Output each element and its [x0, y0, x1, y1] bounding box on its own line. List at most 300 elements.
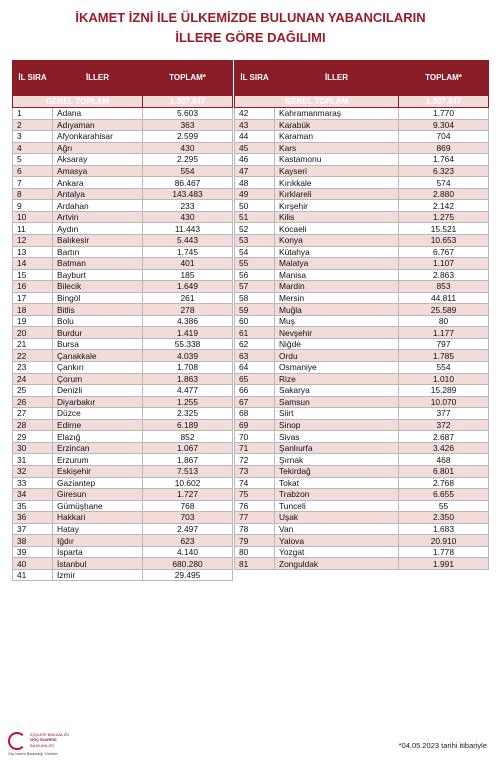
row-number: 57 — [235, 281, 275, 293]
province-name: Osmaniye — [275, 362, 399, 374]
province-name: Batman — [53, 258, 143, 270]
province-name: Şırnak — [275, 454, 399, 466]
row-number: 66 — [235, 385, 275, 397]
province-name: Artvin — [53, 211, 143, 223]
row-number: 43 — [235, 119, 275, 131]
row-number: 49 — [235, 188, 275, 200]
row-number: 64 — [235, 362, 275, 374]
row-number: 36 — [13, 512, 53, 524]
row-number: 77 — [235, 512, 275, 524]
table-row — [13, 523, 489, 535]
province-total: 6.655 — [399, 489, 489, 501]
province-name: Sakarya — [275, 385, 399, 397]
province-total: 1.708 — [143, 362, 233, 374]
province-name: Burdur — [53, 327, 143, 339]
province-total: 11.443 — [143, 223, 233, 235]
title-line-2: İLLERE GÖRE DAĞILIMI — [175, 30, 326, 45]
province-total: 2.863 — [399, 269, 489, 281]
province-name: Karabük — [275, 119, 399, 131]
header-no-right: İL SIRA — [235, 61, 275, 96]
province-total: 2.599 — [143, 131, 233, 143]
province-name: Manisa — [275, 269, 399, 281]
province-total: 869 — [399, 142, 489, 154]
table-row — [13, 431, 489, 443]
row-number: 1 — [13, 108, 53, 120]
province-total: 9.304 — [399, 119, 489, 131]
province-total: 363 — [143, 119, 233, 131]
row-number: 51 — [235, 211, 275, 223]
province-name: Balıkesir — [53, 235, 143, 247]
province-total: 3.426 — [399, 442, 489, 454]
table-row — [13, 177, 489, 189]
province-name: Iğdır — [53, 535, 143, 547]
row-number: 38 — [13, 535, 53, 547]
province-name: Muğla — [275, 304, 399, 316]
province-total: 5.603 — [143, 108, 233, 120]
province-name: Tunceli — [275, 500, 399, 512]
row-number: 60 — [235, 315, 275, 327]
province-name: Aydın — [53, 223, 143, 235]
table-row — [13, 408, 489, 420]
row-number: 70 — [235, 431, 275, 443]
province-name: Diyarbakır — [53, 396, 143, 408]
row-number: 9 — [13, 200, 53, 212]
province-total: 1.649 — [143, 281, 233, 293]
row-number: 81 — [235, 558, 275, 570]
row-number: 16 — [13, 281, 53, 293]
province-total: 2.325 — [143, 408, 233, 420]
province-total: 2.497 — [143, 523, 233, 535]
row-number: 2 — [13, 119, 53, 131]
province-name: Isparta — [53, 546, 143, 558]
province-total: 55 — [399, 500, 489, 512]
row-number: 21 — [13, 338, 53, 350]
province-total: 1.067 — [143, 442, 233, 454]
province-name: Konya — [275, 235, 399, 247]
row-number: 20 — [13, 327, 53, 339]
province-total: 261 — [143, 292, 233, 304]
row-number: 58 — [235, 292, 275, 304]
row-number: 35 — [13, 500, 53, 512]
footnote: *04.05.2023 tarihi itibariyle — [398, 741, 487, 750]
header-row — [13, 61, 489, 96]
row-number: 6 — [13, 165, 53, 177]
table-row — [13, 108, 489, 120]
province-total: 430 — [143, 211, 233, 223]
province-name: Kırşehir — [275, 200, 399, 212]
province-name: Van — [275, 523, 399, 535]
province-total: 554 — [399, 362, 489, 374]
province-total: 2.880 — [399, 188, 489, 200]
row-number: 47 — [235, 165, 275, 177]
province-total: 233 — [143, 200, 233, 212]
table-row — [13, 142, 489, 154]
province-name: Ağrı — [53, 142, 143, 154]
table-row — [13, 304, 489, 316]
province-total: 1.863 — [143, 373, 233, 385]
row-number: 32 — [13, 465, 53, 477]
page-title — [0, 8, 501, 48]
province-name: Gümüşhane — [53, 500, 143, 512]
province-name: Kayseri — [275, 165, 399, 177]
row-number: 65 — [235, 373, 275, 385]
province-name: Karaman — [275, 131, 399, 143]
row-number: 78 — [235, 523, 275, 535]
province-total: 1.867 — [143, 454, 233, 466]
province-total: 2.768 — [399, 477, 489, 489]
row-number: 25 — [13, 385, 53, 397]
row-number: 71 — [235, 442, 275, 454]
table-row — [13, 200, 489, 212]
table-row — [13, 569, 489, 581]
province-total: 2.687 — [399, 431, 489, 443]
province-name: Ardahan — [53, 200, 143, 212]
table-row — [13, 385, 489, 397]
province-total: 372 — [399, 419, 489, 431]
table-row — [13, 269, 489, 281]
logo-slogan: Göç İdaresi Başkanlığı Yönetimi — [8, 752, 58, 756]
row-number: 12 — [13, 235, 53, 247]
row-number: 27 — [13, 408, 53, 420]
province-name: Yalova — [275, 535, 399, 547]
table-row — [13, 350, 489, 362]
row-number: 42 — [235, 108, 275, 120]
province-total: 680.280 — [143, 558, 233, 570]
province-total: 15.521 — [399, 223, 489, 235]
province-total: 29.495 — [143, 569, 233, 581]
table-row — [13, 327, 489, 339]
province-name: Erzincan — [53, 442, 143, 454]
province-name: Niğde — [275, 338, 399, 350]
header-name-left: İLLER — [53, 61, 143, 96]
row-number: 54 — [235, 246, 275, 258]
province-total: 1.991 — [399, 558, 489, 570]
row-number: 28 — [13, 419, 53, 431]
row-number: 23 — [13, 362, 53, 374]
grand-total-label-left: GENEL TOPLAM — [13, 96, 143, 108]
province-name: Adıyaman — [53, 119, 143, 131]
province-total: 377 — [399, 408, 489, 420]
province-total: 4.477 — [143, 385, 233, 397]
province-name: Tokat — [275, 477, 399, 489]
table-row — [13, 338, 489, 350]
table-row — [13, 235, 489, 247]
table-row — [13, 315, 489, 327]
row-number: 13 — [13, 246, 53, 258]
province-name: Zonguldak — [275, 558, 399, 570]
table-row — [13, 442, 489, 454]
row-number: 53 — [235, 235, 275, 247]
province-name: Hakkari — [53, 512, 143, 524]
province-name: Bursa — [53, 338, 143, 350]
province-total: 1.745 — [143, 246, 233, 258]
row-number: 30 — [13, 442, 53, 454]
province-total: 401 — [143, 258, 233, 270]
row-number: 11 — [13, 223, 53, 235]
row-number: 50 — [235, 200, 275, 212]
province-total: 1.010 — [399, 373, 489, 385]
row-number: 14 — [13, 258, 53, 270]
table-row — [13, 258, 489, 270]
row-number: 56 — [235, 269, 275, 281]
row-number: 80 — [235, 546, 275, 558]
province-name: Afyonkarahisar — [53, 131, 143, 143]
row-number: 37 — [13, 523, 53, 535]
province-name: Trabzon — [275, 489, 399, 501]
province-name: İstanbul — [53, 558, 143, 570]
header-no-left: İL SIRA — [13, 61, 53, 96]
row-number: 24 — [13, 373, 53, 385]
row-number: 19 — [13, 315, 53, 327]
province-name: Düzce — [53, 408, 143, 420]
row-number: 68 — [235, 408, 275, 420]
table-row — [13, 500, 489, 512]
province-table — [12, 60, 489, 581]
row-number: 34 — [13, 489, 53, 501]
table-body — [13, 108, 489, 581]
row-number: 44 — [235, 131, 275, 143]
title-line-1: İKAMET İZNİ İLE ÜLKEMİZDE BULUNAN YABANCILARIN — [75, 10, 426, 25]
grand-total-label-right: GENEL TOPLAM — [235, 96, 399, 108]
logo-line-3: BAŞKANLIĞI — [30, 743, 54, 748]
header-name-right: İLLER — [275, 61, 399, 96]
province-total: 1.419 — [143, 327, 233, 339]
row-number: 45 — [235, 142, 275, 154]
province-name: Bartın — [53, 246, 143, 258]
province-name: Kastamonu — [275, 154, 399, 166]
row-number: 73 — [235, 465, 275, 477]
province-total: 44.811 — [399, 292, 489, 304]
province-name: Çorum — [53, 373, 143, 385]
province-name: Muş — [275, 315, 399, 327]
province-total: 4.386 — [143, 315, 233, 327]
table-row — [13, 131, 489, 143]
province-name: Kocaeli — [275, 223, 399, 235]
table-row — [13, 211, 489, 223]
row-number: 8 — [13, 188, 53, 200]
province-total: 20.910 — [399, 535, 489, 547]
province-total: 4.140 — [143, 546, 233, 558]
table-row — [13, 477, 489, 489]
grand-total-row — [13, 96, 489, 108]
table-row — [13, 373, 489, 385]
province-total: 430 — [143, 142, 233, 154]
province-name: Antalya — [53, 188, 143, 200]
row-number: 63 — [235, 350, 275, 362]
row-number: 76 — [235, 500, 275, 512]
province-total: 1.683 — [399, 523, 489, 535]
province-total: 86.467 — [143, 177, 233, 189]
province-name: Edirne — [53, 419, 143, 431]
province-total: 554 — [143, 165, 233, 177]
row-number: 3 — [13, 131, 53, 143]
province-total: 6.767 — [399, 246, 489, 258]
province-total: 7.513 — [143, 465, 233, 477]
province-total: 15.289 — [399, 385, 489, 397]
ministry-logo — [8, 730, 98, 758]
province-total: 853 — [399, 281, 489, 293]
province-name: Giresun — [53, 489, 143, 501]
province-name: Mersin — [275, 292, 399, 304]
table-row — [13, 188, 489, 200]
province-name: Eskişehir — [53, 465, 143, 477]
province-name: Nevşehir — [275, 327, 399, 339]
province-name: Bayburt — [53, 269, 143, 281]
province-name: Ordu — [275, 350, 399, 362]
row-number: 59 — [235, 304, 275, 316]
province-name: Erzurum — [53, 454, 143, 466]
province-name: Amasya — [53, 165, 143, 177]
province-name: Sivas — [275, 431, 399, 443]
province-name: Denizli — [53, 385, 143, 397]
province-name: Yozgat — [275, 546, 399, 558]
table-row — [13, 223, 489, 235]
logo-line-2: GÖÇ İDARESİ — [30, 737, 57, 742]
table-row — [13, 246, 489, 258]
row-number: 55 — [235, 258, 275, 270]
province-total: 704 — [399, 131, 489, 143]
row-number: 29 — [13, 431, 53, 443]
row-number: 22 — [13, 350, 53, 362]
table-row — [13, 154, 489, 166]
row-number: 74 — [235, 477, 275, 489]
province-total: 10.070 — [399, 396, 489, 408]
table-row — [13, 165, 489, 177]
province-total: 1.177 — [399, 327, 489, 339]
row-number: 15 — [13, 269, 53, 281]
province-name: Bolu — [53, 315, 143, 327]
header-total-left: TOPLAM* — [143, 61, 233, 96]
table-row — [13, 292, 489, 304]
grand-total-value-left: 1.307.847 — [143, 96, 233, 108]
table-row — [13, 558, 489, 570]
province-name: Kırklareli — [275, 188, 399, 200]
table-row — [13, 454, 489, 466]
table-row — [13, 281, 489, 293]
province-name: Kilis — [275, 211, 399, 223]
province-name: Bilecik — [53, 281, 143, 293]
province-name: Kütahya — [275, 246, 399, 258]
header-total-right: TOPLAM* — [399, 61, 489, 96]
row-number: 41 — [13, 569, 53, 581]
table-row — [13, 489, 489, 501]
province-total: 5.443 — [143, 235, 233, 247]
crescent-icon — [8, 732, 26, 750]
province-total: 1.770 — [399, 108, 489, 120]
province-name: Malatya — [275, 258, 399, 270]
row-number: 39 — [13, 546, 53, 558]
province-name: Kırıkkale — [275, 177, 399, 189]
province-total: 1.727 — [143, 489, 233, 501]
province-name: Ankara — [53, 177, 143, 189]
grand-total-value-right: 1.307.847 — [399, 96, 489, 108]
province-name: Uşak — [275, 512, 399, 524]
province-name: Kars — [275, 142, 399, 154]
row-number: 67 — [235, 396, 275, 408]
province-total: 80 — [399, 315, 489, 327]
province-total: 278 — [143, 304, 233, 316]
row-number: 7 — [13, 177, 53, 189]
province-name: Bingöl — [53, 292, 143, 304]
province-name: Elazığ — [53, 431, 143, 443]
province-total: 2.295 — [143, 154, 233, 166]
row-number: 79 — [235, 535, 275, 547]
province-total: 1.275 — [399, 211, 489, 223]
row-number: 26 — [13, 396, 53, 408]
table-row — [13, 465, 489, 477]
row-number: 33 — [13, 477, 53, 489]
province-total: 1.778 — [399, 546, 489, 558]
province-total: 1.785 — [399, 350, 489, 362]
row-number: 72 — [235, 454, 275, 466]
province-total: 574 — [399, 177, 489, 189]
province-total: 2.142 — [399, 200, 489, 212]
table-row — [13, 362, 489, 374]
province-total: 25.589 — [399, 304, 489, 316]
province-total: 10.602 — [143, 477, 233, 489]
province-name: İzmir — [53, 569, 143, 581]
table-row — [13, 512, 489, 524]
table-row — [13, 119, 489, 131]
province-total: 6.323 — [399, 165, 489, 177]
row-number: 4 — [13, 142, 53, 154]
row-number: 5 — [13, 154, 53, 166]
province-name: Çankırı — [53, 362, 143, 374]
table-row — [13, 419, 489, 431]
province-total: 797 — [399, 338, 489, 350]
province-total: 1.764 — [399, 154, 489, 166]
table-row — [13, 396, 489, 408]
row-number: 52 — [235, 223, 275, 235]
province-name: Siirt — [275, 408, 399, 420]
province-total: 185 — [143, 269, 233, 281]
row-number: 75 — [235, 489, 275, 501]
province-total: 6.801 — [399, 465, 489, 477]
row-number: 48 — [235, 177, 275, 189]
province-name: Kahramanmaraş — [275, 108, 399, 120]
province-name: Çanakkale — [53, 350, 143, 362]
province-total: 2.350 — [399, 512, 489, 524]
province-name: Bitlis — [53, 304, 143, 316]
row-number: 40 — [13, 558, 53, 570]
row-number: 61 — [235, 327, 275, 339]
province-name: Hatay — [53, 523, 143, 535]
province-total: 6.189 — [143, 419, 233, 431]
province-total: 852 — [143, 431, 233, 443]
row-number: 69 — [235, 419, 275, 431]
logo-line-1: İÇİŞLERİ BAKANLIĞI — [30, 732, 69, 737]
table-row — [13, 535, 489, 547]
row-number: 46 — [235, 154, 275, 166]
province-total: 623 — [143, 535, 233, 547]
province-total: 703 — [143, 512, 233, 524]
row-number: 31 — [13, 454, 53, 466]
province-total: 1.255 — [143, 396, 233, 408]
province-name: Tekirdağ — [275, 465, 399, 477]
row-number: 17 — [13, 292, 53, 304]
province-name: Adana — [53, 108, 143, 120]
province-name: Rize — [275, 373, 399, 385]
province-total: 1.107 — [399, 258, 489, 270]
province-name: Mardin — [275, 281, 399, 293]
table-row — [13, 546, 489, 558]
province-name: Aksaray — [53, 154, 143, 166]
province-total: 143.483 — [143, 188, 233, 200]
province-name: Şanlıurfa — [275, 442, 399, 454]
province-total: 468 — [399, 454, 489, 466]
province-name: Sinop — [275, 419, 399, 431]
row-number: 10 — [13, 211, 53, 223]
